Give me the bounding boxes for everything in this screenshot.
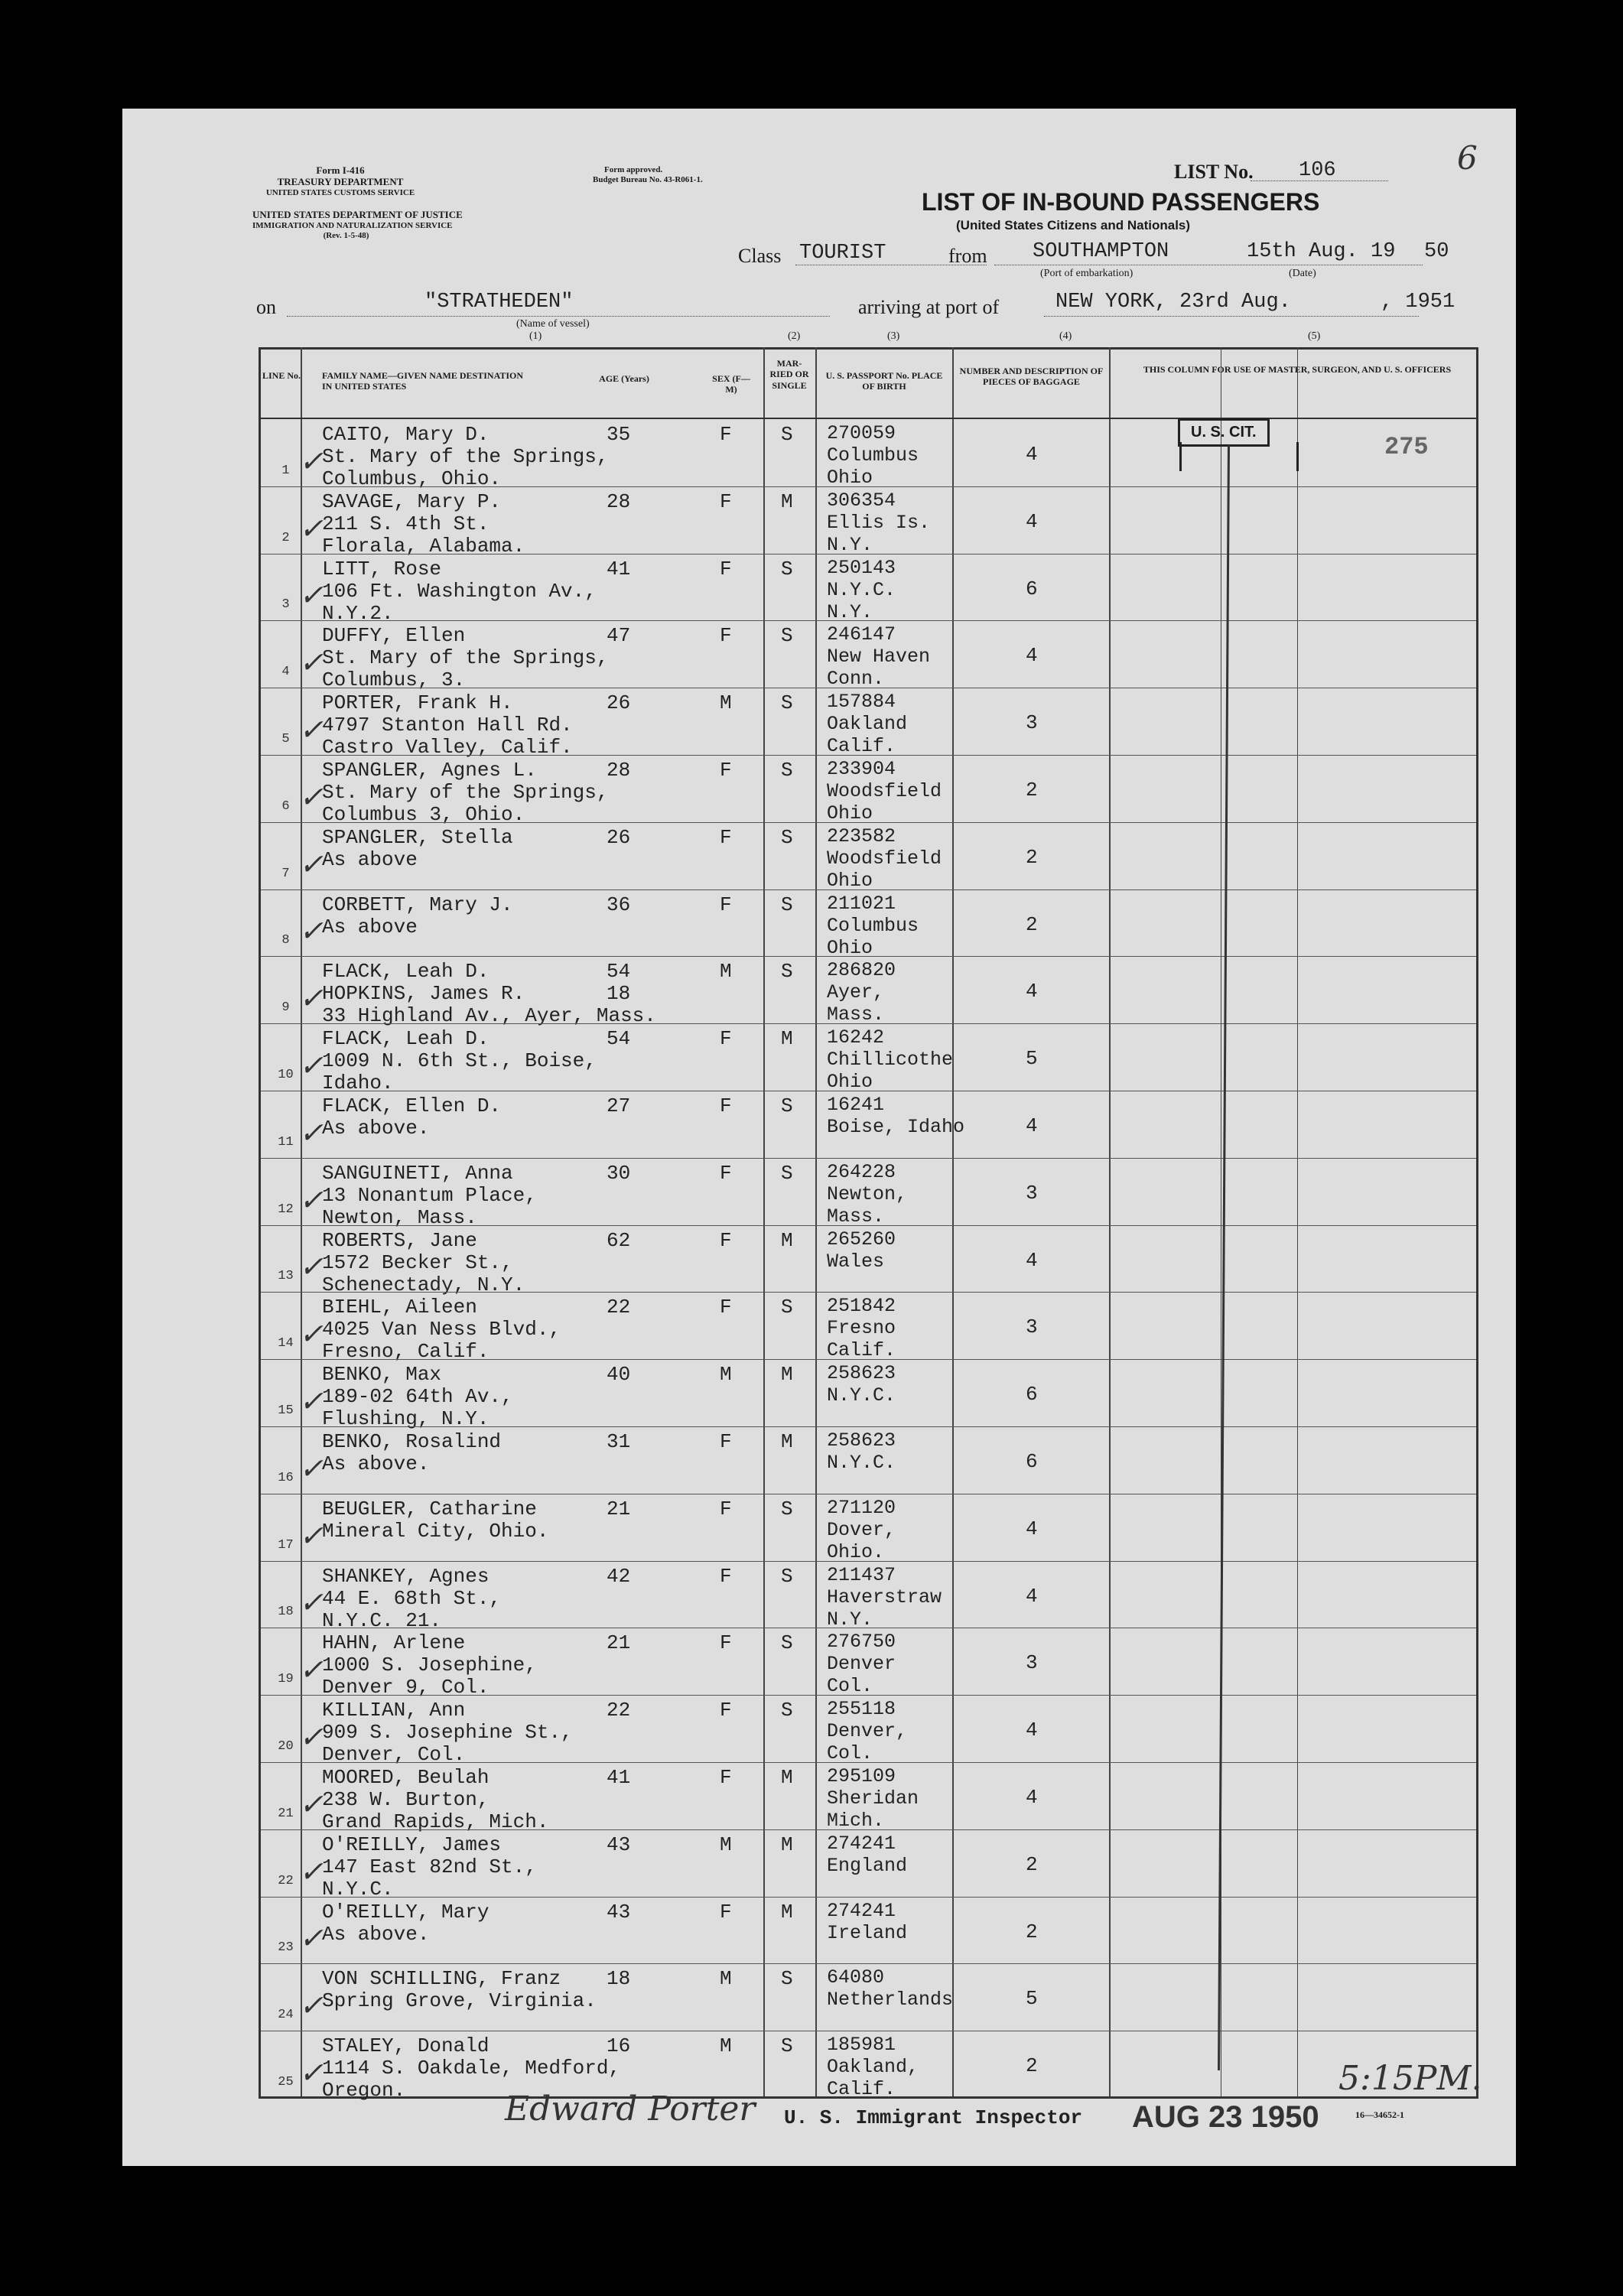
passenger-sex: F [720,624,732,648]
list-number-value: 106 [1299,159,1336,182]
passenger-name-destination: O'REILLY, Mary As above. [322,1900,490,1946]
line-number: 12 [278,1202,294,1217]
table-row [261,1963,1476,2031]
passenger-sex: F [720,1766,732,1789]
passenger-name-destination: SPANGLER, Stella As above [322,825,513,871]
passenger-name-destination: MOORED, Beulah 238 W. Burton, Grand Rapids, Mich. [322,1766,549,1833]
table-top-rule [261,347,1476,350]
baggage-count: 3 [1026,1651,1038,1675]
passenger-sex: F [720,1564,732,1588]
inspection-date-stamp: AUG 23 1950 [1132,2100,1319,2134]
marital-status: S [781,2034,793,2058]
line-number: 7 [281,866,290,881]
passport-birthplace: 185981 Oakland, Calif. [827,2034,919,2101]
check-mark-icon: ✓ [299,1787,324,1821]
passenger-age: 41 [607,557,631,581]
table-row [261,1829,1476,1901]
marital-status: M [781,1228,793,1252]
line-number: 10 [278,1067,294,1082]
check-mark-icon: ✓ [299,1250,324,1284]
check-mark-icon: ✓ [299,1451,324,1485]
baggage-count: 2 [1026,779,1038,802]
passenger-sex: F [720,1228,732,1252]
passenger-name-destination: SANGUINETI, Anna 13 Nonantum Place, Newton, Mass. [322,1161,537,1229]
baggage-count: 4 [1026,1517,1038,1540]
passenger-sex: F [720,1027,732,1051]
passenger-age: 18 [607,1967,631,1991]
passport-birthplace: 211021 Columbus Ohio [827,892,919,959]
baggage-count: 2 [1026,1852,1038,1876]
marital-status: S [781,1564,793,1588]
passenger-age: 22 [607,1296,631,1319]
baggage-count: 4 [1026,509,1038,533]
passenger-age: 36 [607,893,631,916]
table-row [261,956,1476,1028]
marital-status: M [781,1430,793,1453]
budget-bureau: Budget Bureau No. 43-R061-1. [593,174,703,184]
passenger-name-destination: BEUGLER, Catharine Mineral City, Ohio. [322,1497,549,1543]
justice-department: UNITED STATES DEPARTMENT OF JUSTICE [252,209,463,220]
passenger-name-destination: FLACK, Leah D. HOPKINS, James R. 33 Highland Av., Ayer, Mass. [322,960,656,1028]
baggage-count: 4 [1026,980,1038,1003]
marital-status: M [781,1833,793,1856]
table-row [261,1897,1476,1964]
passport-birthplace: 274241 England [827,1832,908,1877]
check-mark-icon: ✓ [299,1317,324,1351]
baggage-count: 5 [1026,1987,1038,2011]
passenger-name-destination: STALEY, Donald 1114 S. Oakdale, Medford, Oregon. [322,2034,621,2102]
sheet-number: 6 [1457,139,1478,177]
passport-birthplace: 64080 Netherlands [827,1966,954,2011]
passport-birthplace: 265260 Wales [827,1228,896,1273]
table-row [261,1158,1476,1229]
passport-birthplace: 223582 Woodsfield Ohio [827,824,942,892]
class-label: Class [738,245,782,267]
line-number: 11 [278,1134,294,1150]
marital-status: S [781,1699,793,1722]
baggage-count: 2 [1026,2054,1038,2078]
line-number: 5 [281,731,290,746]
passenger-table [259,347,1478,2102]
col-num-1: (1) [529,330,542,342]
table-row [261,1091,1476,1158]
page-subtitle: (United States Citizens and Nationals) [956,218,1191,233]
passenger-sex: M [720,1967,732,1991]
port-value: SOUTHAMPTON [1033,240,1169,263]
check-mark-icon: ✓ [299,1518,324,1553]
footer-code: 16—34652-1 [1355,2109,1404,2120]
passenger-sex: F [720,759,732,782]
passenger-age: 26 [607,825,631,849]
passenger-age: 41 [607,1766,631,1789]
line-number: 25 [278,2074,294,2089]
passport-birthplace: 246147 New Haven Conn. [827,623,931,691]
table-row [261,1292,1476,1364]
table-row [261,1628,1476,1699]
check-mark-icon: ✓ [299,444,324,478]
check-mark-icon: ✓ [299,914,324,948]
table-row [261,889,1476,957]
marital-status: M [781,1766,793,1789]
marital-status: S [781,1967,793,1991]
passport-birthplace: 233904 Woodsfield Ohio [827,758,942,824]
line-number: 23 [278,1940,294,1956]
passenger-name-destination: FLACK, Ellen D. As above. [322,1094,502,1140]
passport-birthplace: 270059 Columbus Ohio [827,422,919,489]
passenger-name-destination: O'REILLY, James 147 East 82nd St., N.Y.C. [322,1833,537,1901]
passport-birthplace: 16242 Chillicothe Ohio [827,1026,954,1094]
marital-status: S [781,624,793,648]
marital-status: S [781,1094,793,1117]
marital-status: M [781,1027,793,1051]
passenger-age: 28 [607,759,631,782]
marital-status: S [781,1497,793,1520]
inspector-signature: Edward Porter [505,2089,756,2129]
line-number: 16 [278,1470,294,1485]
baggage-count: 2 [1026,845,1038,869]
marital-status: S [781,1631,793,1655]
passenger-sex: F [720,1631,732,1655]
check-mark-icon: ✓ [299,1048,324,1082]
citizen-stamp: U. S. CIT. [1178,418,1270,447]
check-mark-icon: ✓ [299,2055,324,2089]
table-row [261,620,1476,692]
marital-status: M [781,489,793,513]
passport-birthplace: 264228 Newton, Mass. [827,1160,908,1228]
passenger-name-destination: SAVAGE, Mary P. 211 S. 4th St. Florala, Alabama. [322,489,525,558]
embark-date: 15th Aug. 19 [1247,240,1396,263]
passenger-age: 31 [607,1430,631,1453]
passenger-age: 35 [607,423,631,446]
page-title: LIST OF IN-BOUND PASSENGERS [922,188,1320,216]
customs-service: UNITED STATES CUSTOMS SERVICE [265,187,415,197]
check-mark-icon: ✓ [299,646,324,680]
passenger-sex: F [720,1699,732,1722]
passenger-age: 21 [607,1497,631,1520]
ins-service: IMMIGRATION AND NATURALIZATION SERVICE [252,220,453,230]
baggage-count: 6 [1026,1450,1038,1473]
baggage-count: 6 [1026,577,1038,600]
arrival-line [1044,316,1419,317]
check-mark-icon: ✓ [299,511,324,545]
arrival-port-date: NEW YORK, 23rd Aug. [1055,291,1291,314]
header-passport: U. S. PASSPORT No. PLACE OF BIRTH [825,370,943,392]
baggage-count: 6 [1026,1383,1038,1407]
check-mark-icon: ✓ [299,981,324,1016]
table-row [261,755,1476,826]
passenger-name-destination: BENKO, Rosalind As above. [322,1430,502,1475]
marital-status: S [781,1161,793,1185]
passenger-sex: F [720,489,732,513]
check-mark-icon: ✓ [299,1854,324,1888]
passenger-name-destination: PORTER, Frank H. 4797 Stanton Hall Rd. Castro Valley, Calif. [322,691,573,759]
passport-birthplace: 16241 Boise, Idaho [827,1094,965,1138]
approval-block [593,165,776,184]
passenger-sex: F [720,1094,732,1117]
baggage-count: 3 [1026,1315,1038,1339]
baggage-count: 4 [1026,1114,1038,1137]
check-mark-icon: ✓ [299,1653,324,1687]
passenger-age: 28 [607,489,631,513]
check-mark-icon: ✓ [299,578,324,613]
header-baggage: NUMBER AND DESCRIPTION OF PIECES OF BAGGAGE [959,366,1104,388]
passport-birthplace: 258623 N.Y.C. [827,1429,896,1474]
check-mark-icon: ✓ [299,712,324,746]
header-line-no: LINE No. [262,370,301,381]
arriving-label: arriving at port of [858,296,1000,318]
stamp-count: 275 [1384,433,1429,461]
passport-birthplace: 271120 Dover, Ohio. [827,1496,896,1563]
baggage-count: 4 [1026,443,1038,466]
passport-birthplace: 286820 Ayer, Mass. [827,959,896,1026]
line-number: 24 [278,2008,294,2023]
passenger-name-destination: ROBERTS, Jane 1572 Becker St., Schenectady, N.Y. [322,1228,525,1296]
check-mark-icon: ✓ [299,847,324,881]
passenger-age: 40 [607,1363,631,1387]
passenger-age: 27 [607,1094,631,1117]
table-row [261,1762,1476,1833]
table-row [261,2031,1476,2102]
passport-birthplace: 251842 Fresno Calif. [827,1295,896,1362]
line-number: 2 [281,530,290,545]
header-sex: SEX (F—M) [712,373,750,395]
marital-status: S [781,825,793,849]
passenger-age: 43 [607,1833,631,1856]
vessel-line [287,316,830,317]
passenger-sex: F [720,825,732,849]
col-num-5: (5) [1308,330,1321,342]
passenger-name-destination: HAHN, Arlene 1000 S. Josephine, Denver 9, Col. [322,1631,537,1699]
time-note: 5:15PM. [1338,2059,1482,2098]
line-number: 19 [278,1672,294,1687]
line-number: 22 [278,1873,294,1888]
passenger-age: 26 [607,691,631,715]
passenger-sex: F [720,423,732,446]
baggage-count: 2 [1026,912,1038,936]
embark-date-year: 50 [1424,240,1449,263]
line-number: 6 [281,798,290,814]
passenger-sex: F [720,1497,732,1520]
line-number: 14 [278,1336,294,1351]
line-number: 4 [281,665,290,680]
line-number: 20 [278,1738,294,1754]
passport-birthplace: 157884 Oakland Calif. [827,691,908,758]
passenger-name-destination: CAITO, Mary D. St. Mary of the Springs, Columbus, Ohio. [322,423,609,490]
col-num-4: (4) [1059,330,1072,342]
passenger-age: 54 18 [607,960,631,1006]
table-row [261,1561,1476,1632]
passenger-sex: F [720,1430,732,1453]
table-row [261,1225,1476,1296]
passenger-name-destination: LITT, Rose 106 Ft. Washington Av., N.Y.2. [322,557,597,625]
passenger-sex: M [720,1833,732,1856]
passenger-age: 43 [607,1900,631,1924]
marital-status: S [781,691,793,715]
passenger-sex: F [720,1900,732,1924]
header-married: MAR-RIED OR SINGLE [769,358,809,391]
vessel-caption: (Name of vessel) [516,318,590,330]
passport-birthplace: 274241 Ireland [827,1899,908,1944]
passport-birthplace: 306354 Ellis Is. N.Y. [827,489,931,556]
check-mark-icon: ✓ [299,1182,324,1217]
passenger-age: 30 [607,1161,631,1185]
passenger-name-destination: BENKO, Max 189-02 64th Av., Flushing, N.Y. [322,1363,513,1431]
marital-status: S [781,423,793,446]
line-number: 9 [281,1000,290,1016]
marital-status: S [781,1296,793,1319]
passport-birthplace: 255118 Denver, Col. [827,1698,908,1765]
passenger-sex: M [720,691,732,715]
passport-birthplace: 276750 Denver Col. [827,1631,896,1698]
passenger-age: 42 [607,1564,631,1588]
department: TREASURY DEPARTMENT [277,175,404,187]
line-number: 3 [281,597,290,613]
passenger-name-destination: SHANKEY, Agnes 44 E. 68th St., N.Y.C. 21. [322,1564,502,1632]
table-row [261,1426,1476,1494]
passenger-sex: M [720,2034,732,2058]
baggage-count: 3 [1026,711,1038,735]
passenger-name-destination: FLACK, Leah D. 1009 N. 6th St., Boise, Idaho. [322,1027,597,1095]
table-row [261,1695,1476,1767]
passenger-age: 22 [607,1699,631,1722]
on-label: on [256,296,276,318]
line-number: 17 [278,1537,294,1553]
form-number: Form I-416 [316,164,365,176]
check-mark-icon: ✓ [299,1585,324,1620]
passenger-age: 21 [607,1631,631,1655]
passenger-age: 47 [607,624,631,648]
check-mark-icon: ✓ [299,1989,324,2023]
passenger-name-destination: BIEHL, Aileen 4025 Van Ness Blvd., Fresno, Calif. [322,1296,561,1364]
marital-status: M [781,1900,793,1924]
baggage-count: 3 [1026,1181,1038,1205]
line-number: 13 [278,1269,294,1284]
stamp-bracket [1179,442,1299,471]
passport-birthplace: 258623 N.Y.C. [827,1362,896,1407]
revision: (Rev. 1-5-48) [323,230,369,240]
passport-birthplace: 211437 Haverstraw N.Y. [827,1563,942,1631]
passenger-sex: F [720,1161,732,1185]
table-row [261,822,1476,892]
port-caption: (Port of embarkation) [1040,268,1133,279]
table-row [261,1359,1476,1431]
list-number-label: LIST No. [1174,161,1254,183]
check-mark-icon: ✓ [299,1384,324,1418]
baggage-count: 4 [1026,1786,1038,1809]
header-officers: THIS COLUMN FOR USE OF MASTER, SURGEON, AND U. S. OFFICERS [1143,364,1452,375]
passenger-age: 54 [607,1027,631,1051]
passenger-sex: M [720,960,732,984]
marital-status: S [781,960,793,984]
marital-status: M [781,1363,793,1387]
class-value: TOURIST [799,242,886,265]
baggage-count: 4 [1026,1584,1038,1608]
passenger-name-destination: KILLIAN, Ann 909 S. Josephine St., Denver, Col. [322,1699,573,1767]
passenger-name-destination: VON SCHILLING, Franz Spring Grove, Virginia. [322,1967,597,2013]
passenger-age: 16 [607,2034,631,2058]
col-num-2: (2) [788,330,801,342]
date-caption: (Date) [1289,268,1316,279]
table-row [261,1494,1476,1561]
marital-status: S [781,759,793,782]
baggage-count: 4 [1026,1719,1038,1742]
baggage-count: 2 [1026,1920,1038,1943]
passenger-sex: F [720,1296,732,1319]
passenger-name-destination: DUFFY, Ellen St. Mary of the Springs, Columbus, 3. [322,624,609,692]
line-number: 8 [281,933,290,948]
passenger-name-destination: SPANGLER, Agnes L. St. Mary of the Springs, Columbus 3, Ohio. [322,759,609,826]
marital-status: S [781,893,793,916]
passenger-name-destination: CORBETT, Mary J. As above [322,893,513,938]
arrival-year: , 1951 [1381,291,1455,314]
passport-birthplace: 250143 N.Y.C. N.Y. [827,556,896,623]
check-mark-icon: ✓ [299,1719,324,1754]
vessel-name: "STRATHEDEN" [424,291,574,314]
passenger-sex: F [720,893,732,916]
table-row [261,554,1476,625]
passenger-age: 62 [607,1228,631,1252]
baggage-count: 5 [1026,1047,1038,1071]
check-mark-icon: ✓ [299,1115,324,1150]
table-row [261,1023,1476,1095]
form-id-block [241,165,440,198]
form-approved: Form approved. [604,165,663,174]
marital-status: S [781,557,793,581]
check-mark-icon: ✓ [299,1921,324,1956]
baggage-count: 4 [1026,644,1038,668]
table-row [261,486,1476,558]
line-number: 21 [278,1806,294,1821]
justice-block [252,209,463,240]
inspector-title: U. S. Immigrant Inspector [784,2106,1083,2129]
from-label: from [948,245,987,267]
manifest-page [122,109,1516,2166]
header-age: AGE (Years) [599,373,649,384]
baggage-count: 4 [1026,1248,1038,1272]
col-num-3: (3) [887,330,900,342]
line-number: 18 [278,1605,294,1620]
table-row [261,688,1476,759]
line-number: 1 [281,463,290,478]
passenger-sex: M [720,1363,732,1387]
passenger-sex: F [720,557,732,581]
check-mark-icon: ✓ [299,779,324,814]
passport-birthplace: 295109 Sheridan Mich. [827,1765,919,1832]
header-name: FAMILY NAME—GIVEN NAME DESTINATION IN UNITED STATES [322,370,524,392]
line-number: 15 [278,1403,294,1418]
